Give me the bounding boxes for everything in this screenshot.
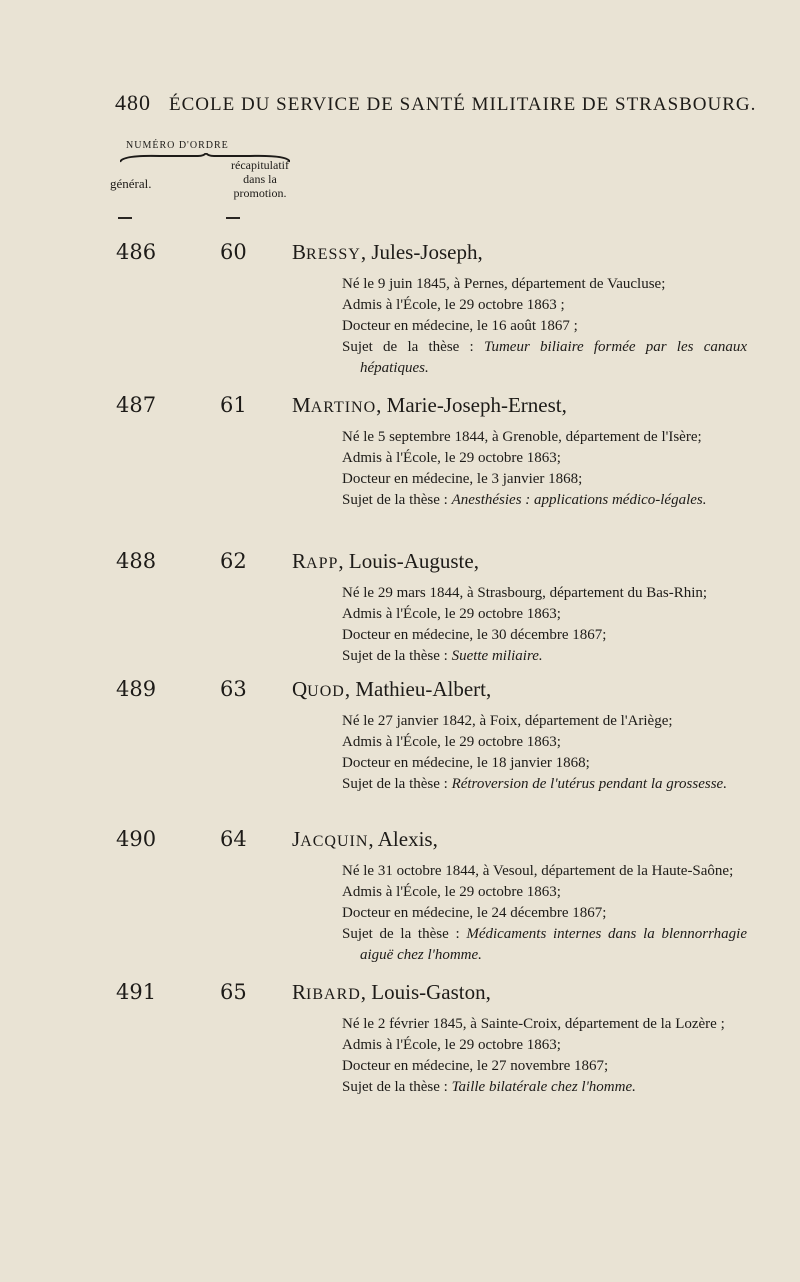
given-names: , Louis-Gaston, xyxy=(360,980,491,1004)
thesis-prefix: Sujet de la thèse : xyxy=(342,776,452,792)
thesis-title: Médicaments internes dans la blennorrhagie aiguë chez l'homme. xyxy=(360,926,747,963)
admission-line: Admis à l'École, le 29 octobre 1863; xyxy=(342,606,561,622)
thesis-prefix: Sujet de la thèse : xyxy=(342,926,467,942)
entry-details xyxy=(342,274,747,379)
entry-details xyxy=(342,427,747,511)
given-names: , Louis-Auguste, xyxy=(338,549,479,573)
birth-line: Né le 31 octobre 1844, à Vesoul, département de la Haute-Saône; xyxy=(342,863,734,879)
recap-label xyxy=(210,158,310,200)
general-number: 487 xyxy=(116,393,157,417)
divider-dash xyxy=(118,217,132,219)
doctorate-line: Docteur en médecine, le 27 novembre 1867; xyxy=(342,1058,609,1074)
thesis-prefix: Sujet de la thèse : xyxy=(342,648,452,664)
surname-rest: UOD xyxy=(307,683,345,700)
page-title: ÉCOLE DU SERVICE DE SANTÉ MILITAIRE DE STRASBOURG. xyxy=(169,94,757,115)
thesis-line xyxy=(342,490,747,511)
surname-rest: ACQUIN xyxy=(300,833,369,850)
admission-line: Admis à l'École, le 29 octobre 1863; xyxy=(342,734,561,750)
page-number: 480 xyxy=(115,90,151,115)
page-header xyxy=(115,90,755,116)
recap-line-2: dans la xyxy=(243,172,277,186)
general-number: 488 xyxy=(116,549,157,573)
student-name xyxy=(292,980,491,1005)
given-names: , Jules-Joseph, xyxy=(360,240,483,264)
general-number: 490 xyxy=(116,827,157,851)
general-number: 491 xyxy=(116,980,157,1004)
divider-dash xyxy=(226,217,240,219)
surname-rest: IBARD xyxy=(306,986,361,1003)
doctorate-line: Docteur en médecine, le 30 décembre 1867; xyxy=(342,627,607,643)
thesis-prefix: Sujet de la thèse : xyxy=(342,492,452,508)
thesis-line xyxy=(342,924,747,966)
numero-ordre-label: NUMÉRO D'ORDRE xyxy=(126,140,229,151)
doctorate-line: Docteur en médecine, le 24 décembre 1867; xyxy=(342,905,607,921)
surname-initial: B xyxy=(292,240,307,264)
promotion-number: 63 xyxy=(220,677,247,701)
promotion-number: 61 xyxy=(220,393,247,417)
doctorate-line: Docteur en médecine, le 3 janvier 1868; xyxy=(342,471,583,487)
entry-details xyxy=(342,711,747,795)
student-name xyxy=(292,240,483,265)
thesis-title: Tumeur biliaire formée par les canaux hépatiques. xyxy=(360,339,748,376)
promotion-number: 62 xyxy=(220,549,247,573)
thesis-line xyxy=(342,774,747,795)
general-number: 489 xyxy=(116,677,157,701)
thesis-line xyxy=(342,337,747,379)
entry-details xyxy=(342,861,747,966)
entry-details xyxy=(342,583,747,667)
admission-line: Admis à l'École, le 29 octobre 1863; xyxy=(342,1037,561,1053)
thesis-title: Taille bilatérale chez l'homme. xyxy=(451,1079,636,1095)
recap-line-1: récapitulatif xyxy=(231,158,289,172)
surname-initial: R xyxy=(292,549,307,573)
promotion-number: 60 xyxy=(220,240,247,264)
birth-line: Né le 29 mars 1844, à Strasbourg, département du Bas-Rhin; xyxy=(342,585,708,601)
doctorate-line: Docteur en médecine, le 16 août 1867 ; xyxy=(342,318,578,334)
promotion-number: 65 xyxy=(220,980,247,1004)
given-names: , Marie-Joseph-Ernest, xyxy=(376,393,567,417)
entry-details xyxy=(342,1014,747,1098)
admission-line: Admis à l'École, le 29 octobre 1863 ; xyxy=(342,297,565,313)
surname-rest: RESSY xyxy=(306,246,361,263)
thesis-title: Anesthésies : applications médico-légales. xyxy=(451,492,707,508)
given-names: , Alexis, xyxy=(368,827,438,851)
birth-line: Né le 2 février 1845, à Sainte-Croix, département de la Lozère ; xyxy=(342,1016,725,1032)
thesis-prefix: Sujet de la thèse : xyxy=(342,339,484,355)
recap-line-3: promotion. xyxy=(233,186,287,200)
thesis-line xyxy=(342,646,747,667)
student-name xyxy=(292,677,491,702)
thesis-title: Suette miliaire. xyxy=(451,648,543,664)
general-label: général. xyxy=(110,176,152,191)
promotion-number: 64 xyxy=(220,827,247,851)
student-name xyxy=(292,393,567,418)
general-number: 486 xyxy=(116,240,157,264)
column-headers xyxy=(110,140,310,210)
birth-line: Né le 9 juin 1845, à Pernes, département de Vaucluse; xyxy=(342,276,666,292)
surname-rest: ARTINO xyxy=(310,399,377,416)
surname-initial: Q xyxy=(292,677,308,701)
doctorate-line: Docteur en médecine, le 18 janvier 1868; xyxy=(342,755,590,771)
birth-line: Né le 5 septembre 1844, à Grenoble, département de l'Isère; xyxy=(342,429,702,445)
surname-rest: APP xyxy=(306,555,339,572)
student-name xyxy=(292,827,438,852)
birth-line: Né le 27 janvier 1842, à Foix, département de l'Ariège; xyxy=(342,713,673,729)
surname-initial: R xyxy=(292,980,307,1004)
admission-line: Admis à l'École, le 29 octobre 1863; xyxy=(342,884,561,900)
thesis-prefix: Sujet de la thèse : xyxy=(342,1079,452,1095)
surname-initial: M xyxy=(292,393,311,417)
surname-initial: J xyxy=(292,827,301,851)
student-name xyxy=(292,549,479,574)
admission-line: Admis à l'École, le 29 octobre 1863; xyxy=(342,450,561,466)
thesis-line xyxy=(342,1077,747,1098)
given-names: , Mathieu-Albert, xyxy=(344,677,492,701)
thesis-title: Rétroversion de l'utérus pendant la grossesse. xyxy=(451,776,727,792)
